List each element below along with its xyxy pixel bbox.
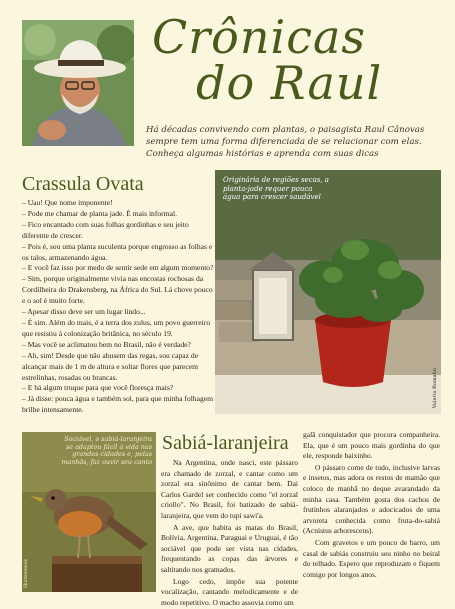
sabia-paragraph: Com gravetos e um pouco de barro, um casal de sabiás construiu seu ninho no beiral do telhado. Espero que reproduzam e fiquem comigo por longos anos. — [303, 537, 440, 579]
dialogue-line: – E você faz isso por medo de sentir sede em algum momento? — [22, 263, 214, 273]
dialogue-line: – E há algum truque para que você floresça mais? — [22, 383, 174, 393]
dialogue-line: – Ah, sim! Desde que não abusem das regas, sou capaz de alcançar mais de 1 m de altura e soltar flores que parecem estrelinhas, rosadas ou brancas. — [22, 350, 199, 382]
sabia-column-1 — [161, 458, 298, 609]
crassula-title: Crassula Ovata — [22, 173, 144, 195]
sabia-photo — [22, 432, 156, 592]
dialogue-line: – Uau! Que nome imponente! — [22, 198, 113, 207]
plant-photo-credit: Valerio Romahn — [432, 367, 438, 408]
magazine-title — [152, 10, 442, 110]
dialogue-line: – Pode me chamar de planta jade. É mais informal. — [22, 208, 177, 218]
intro-text: Há décadas convivendo com plantas, o paisagista Raul Cânovas sempre tem uma forma diferenciada de se relacionar com elas. Conheça algumas histórias e aprenda com suas dicas — [146, 125, 425, 159]
dialogue-line: – Já disse: pouca água e também sol, para que minha folhagem brilhe intensamente. — [22, 394, 214, 415]
dialogue-line: – É sim. Além do mais, é a terra dos zulus, um povo guerreiro que resistiu à colonização britânica, no século 19. — [22, 317, 211, 338]
crassula-dialogue — [22, 198, 214, 416]
plant-photo-caption: Originária de regiões secas, a planta-jade requer pouca água para crescer saudável — [223, 176, 329, 202]
title-line-2: do Raul — [196, 56, 383, 110]
dialogue-line: – Apesar disso deve ser um lugar lindo... — [22, 307, 146, 317]
dialogue-line: – Mas você se aclimatou bem no Brasil, não é verdade? — [22, 339, 191, 349]
sabia-photo-credit: Shutterstock — [24, 558, 29, 588]
dialogue-line: – Fico encantado com suas folhas gordinhas e seu jeito diferente de crescer. — [22, 219, 189, 240]
dialogue-line: – Sim, porque originalmente vivia nas encostas rochosas da Cordilheira do Drakensberg, na África do Sul. Lá chove pouco e o sol é muito forte. — [22, 274, 213, 306]
sabia-paragraph: Na Argentina, onde nasci, este pássaro era chamado de zorzal, e cantar como um zorzal era sinônimo de cantar bem. Dai Carlos Gardel ser conhecido como "el zorzal criollo". No Brasil, foi batizado de sabiá-laranjeira, que vem do tupi sawi'a. — [161, 458, 298, 520]
sabia-title: Sabiá-laranjeira — [162, 432, 289, 454]
sabia-paragraph: Logo cedo, impõe sua potente vocalização, cantando melodicamente e de modo repetitivo. O macho assovia como um — [161, 576, 298, 607]
author-photo — [22, 20, 134, 146]
sabia-paragraph: galã conquistador que procura companheira. Ela, que é um pouco mais gordinha do que ele, responde baixinho. — [303, 430, 440, 461]
sabia-column-2 — [303, 430, 440, 581]
jade-plant-photo — [215, 170, 441, 414]
dialogue-line: – Pois é, sou uma planta suculenta porque engrosso as folhas e os talos, armazenando água. — [22, 241, 213, 262]
sabia-paragraph: A ave, que habita as matas do Brasil, Bolívia, Argentina, Paraguai e Uruguai, é tão sociável que pode ser vista nas cidades, frequentando as copas das árvores e saltitando nos gramados. — [161, 522, 298, 574]
title-line-1: Crônicas — [152, 10, 367, 64]
sabia-photo-caption: Sociável, o sabiá-laranjeira se adaptou fácil à vida nas grandes cidades e, pelas manhãs, faz ouvir seu canto — [61, 435, 152, 466]
sabia-paragraph: O pássaro come de tudo, inclusive larvas e insetos, mas adora os restos de mamão que coloco de manhã no deque avarandado da minha casa. Também gosta dos cachos de frutinhos alaranjados e adocicados de uma arvoreta conhecida como fruta-do-sabiá (Acnistus arborescens). — [303, 462, 440, 536]
